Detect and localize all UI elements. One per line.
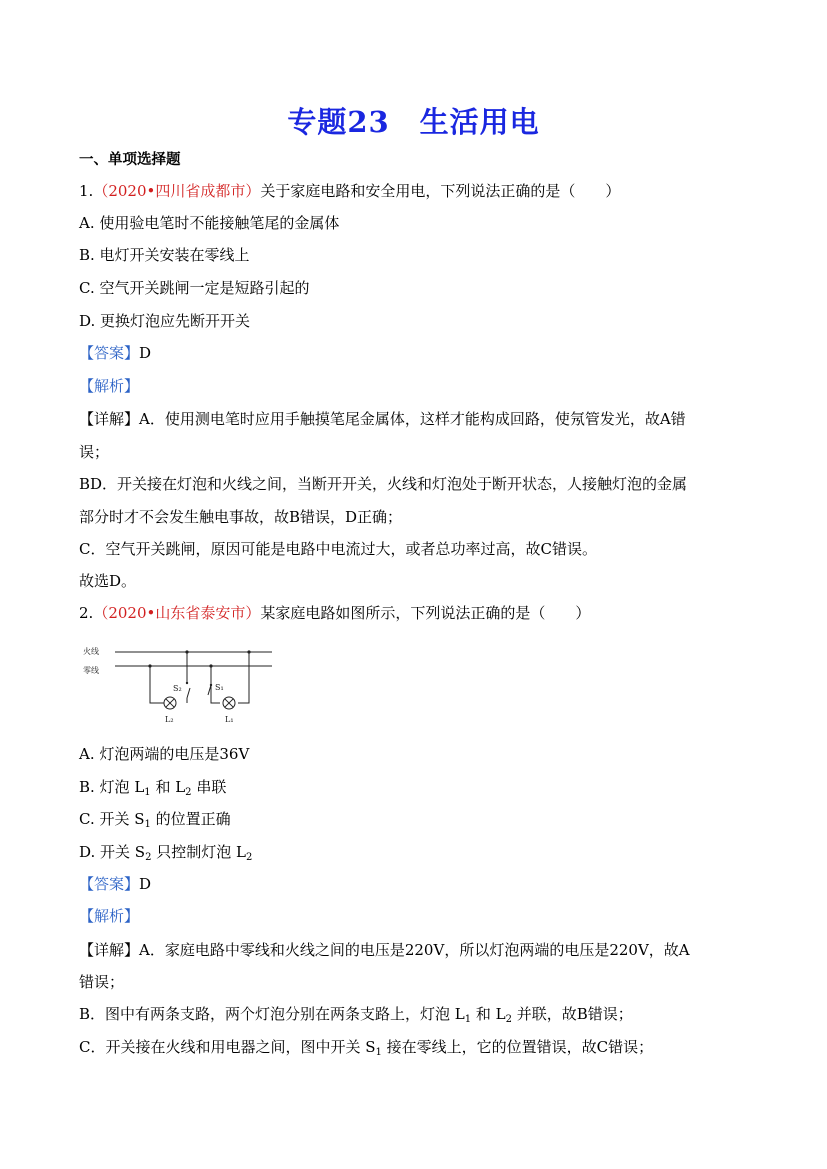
q1-stem-line (79, 181, 759, 201)
q2-detail-c-text: C．开关接在火线和用电器之间，图中开关 S (79, 1038, 376, 1056)
q1-detail-line-4: 部分时才不会发生触电事故，故B错误，D正确； (79, 508, 403, 526)
title-topic-name: 生活用电 (419, 105, 540, 139)
q2-detail-c-text: 接在零线上，它的位置错误，故C错误； (381, 1038, 654, 1056)
lamp-l2-label: L₂ (165, 715, 174, 724)
q2-option-b-text: 和 L (150, 778, 186, 796)
q1-detail-line-3: BD．开关接在灯泡和火线之间，当断开开关，火线和灯泡处于断开状态，人接触灯泡的金属 (79, 475, 688, 493)
q2-detail-line-c (79, 1037, 759, 1057)
live-wire-label: 火线 (83, 647, 99, 656)
switch-contact (210, 684, 212, 686)
branch-1-wire-right (238, 652, 249, 703)
q2-stem-line (79, 603, 759, 623)
q1-number: 1. (79, 182, 94, 200)
q1-answer-tag: 【答案】 (79, 344, 140, 362)
q2-detail-text-1: A．家庭电路中零线和火线之间的电压是220V，所以灯泡两端的电压是220V，故A (139, 941, 690, 959)
subscript: 2 (245, 852, 253, 863)
switch-s1-label: S₁ (215, 683, 224, 692)
q2-detail-tag: 【详解】 (79, 941, 140, 959)
neutral-wire-label: 零线 (83, 666, 99, 675)
q2-detail-b-text: 并联，故B错误； (512, 1005, 633, 1023)
subscript: 2 (505, 1014, 513, 1025)
junction-dot (247, 650, 250, 653)
q2-answer-tag: 【答案】 (79, 875, 140, 893)
q2-detail-line-b (79, 1004, 759, 1024)
q2-detail-b-text: 和 L (471, 1005, 506, 1023)
switch-s2-blade (187, 688, 190, 698)
q2-answer (79, 874, 759, 894)
q2-option-d-text: 只控制灯泡 L (151, 843, 246, 861)
q1-detail-line-2: 误； (79, 443, 110, 461)
subscript: 1 (464, 1014, 472, 1025)
q2-analysis-tag: 【解析】 (79, 907, 140, 925)
q2-option-d-text: D. 开关 S (79, 843, 146, 861)
q2-detail-line-2: 错误； (79, 973, 125, 991)
junction-dot (209, 664, 212, 667)
circuit-diagram (79, 638, 279, 730)
q1-source: （2020•四川省成都市） (93, 182, 261, 200)
q2-option-b-text: B. 灯泡 L (79, 778, 145, 796)
q2-detail-b-text: B．图中有两条支路，两个灯泡分别在两条支路上，灯泡 L (79, 1005, 465, 1023)
q1-option-a: A. 使用验电笔时不能接触笔尾的金属体 (79, 214, 340, 232)
subscript: 2 (185, 787, 192, 798)
q1-answer-value: D (139, 344, 152, 362)
lamp-l2-icon (164, 697, 176, 709)
q2-option-c-text: C. 开关 S (79, 810, 145, 828)
q2-number: 2. (79, 604, 94, 622)
q1-option-b: B. 电灯开关安装在零线上 (79, 246, 250, 264)
q1-option-d: D. 更换灯泡应先断开开关 (79, 312, 251, 330)
q1-stem: 关于家庭电路和安全用电，下列说法正确的是（ ） (260, 182, 621, 200)
q1-option-c: C. 空气开关跳闸一定是短路引起的 (79, 279, 310, 297)
subscript: 1 (144, 819, 151, 830)
q2-option-b (79, 777, 759, 797)
q2-option-b-text: 串联 (191, 778, 227, 796)
q2-detail-line-1 (79, 940, 759, 960)
q2-option-a: A. 灯泡两端的电压是36V (79, 745, 250, 763)
subscript: 1 (375, 1047, 382, 1058)
q1-analysis-tag: 【解析】 (79, 377, 140, 395)
subscript: 1 (144, 787, 151, 798)
q2-option-d (79, 842, 759, 862)
q2-option-c (79, 809, 759, 829)
q1-detail-tag: 【详解】 (79, 410, 140, 428)
q1-detail-line-1 (79, 409, 759, 429)
q2-answer-value: D (139, 875, 152, 893)
q1-detail-text-1: A．使用测电笔时应用手触摸笔尾金属体，这样才能构成回路，使氖管发光，故A错 (139, 410, 686, 428)
q2-source: （2020•山东省泰安市） (93, 604, 261, 622)
subscript: 2 (145, 852, 152, 863)
page-title (0, 100, 827, 141)
section-heading: 一、单项选择题 (79, 151, 181, 168)
q1-detail-line-5: C．空气开关跳闸，原因可能是电路中电流过大，或者总功率过高，故C错误。 (79, 540, 597, 558)
lamp-l1-icon (223, 697, 235, 709)
title-topic-number: 专题23 (287, 105, 390, 139)
switch-contact (186, 682, 188, 684)
junction-dot (148, 664, 151, 667)
junction-dot (185, 650, 188, 653)
switch-s2-label: S₂ (173, 684, 182, 693)
q2-option-c-text: 的位置正确 (150, 810, 231, 828)
q1-answer (79, 343, 759, 363)
q2-stem: 某家庭电路如图所示，下列说法正确的是（ ） (260, 604, 591, 622)
q1-detail-line-6: 故选D。 (79, 572, 137, 590)
lamp-l1-label: L₁ (225, 715, 234, 724)
